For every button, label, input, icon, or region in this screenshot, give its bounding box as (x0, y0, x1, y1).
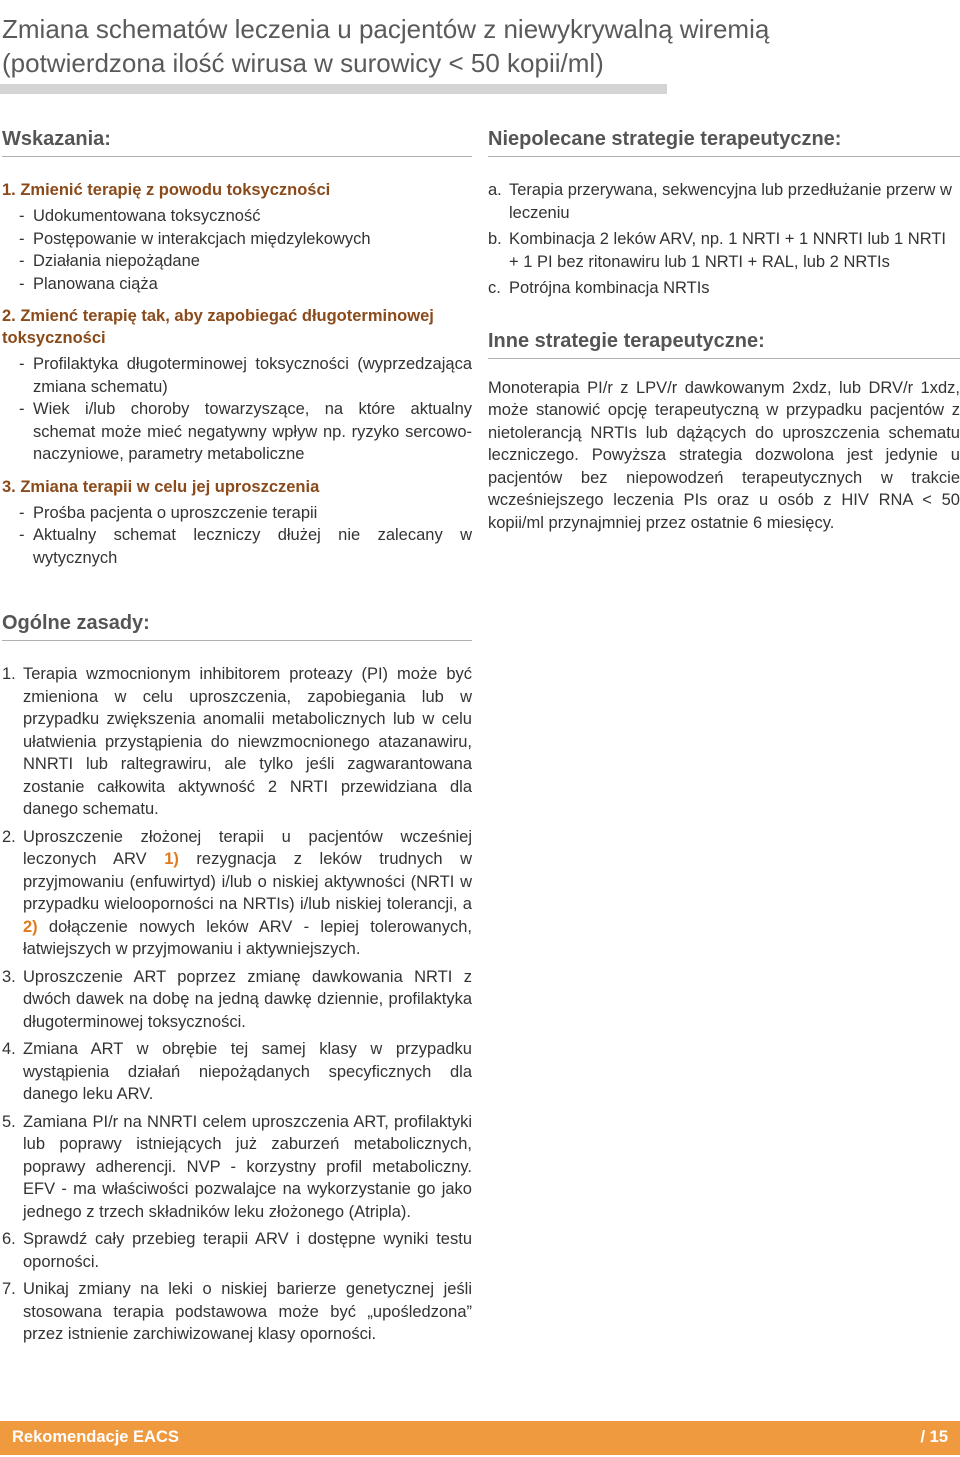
item-label: 5. (2, 1112, 16, 1131)
item-label: 2. (2, 827, 16, 846)
indication-item-1 (2, 179, 472, 295)
item-text-part-1: Uproszczenie złożonej terapii u pacjentów wcześniej leczonych ARV (23, 827, 472, 868)
list-item: - Udokumentowana toksyczność (2, 205, 472, 228)
indication-bullets-3 (2, 502, 472, 570)
indication-title-1: 1. Zmienić terapię z powodu toksyczności (2, 181, 331, 199)
list-item (2, 1228, 472, 1273)
strategies-section (488, 126, 960, 534)
indication-title-2: 2. Zmienć terapię tak, aby zapobiegać długoterminowej toksyczności (2, 307, 434, 347)
not-recommended-list (488, 179, 960, 300)
indication-item-3 (2, 476, 472, 570)
general-rules-heading: Ogólne zasady: (2, 610, 472, 641)
page-title (2, 12, 952, 80)
item-label: 6. (2, 1230, 16, 1248)
indications-heading: Wskazania: (2, 126, 472, 157)
item-text: Unikaj zmiany na leki o niskiej barierze genetycznej jeśli stosowana terapia podstawowa może być „upośledzona” przez istnienie zarchiwizowanej klasy oporności. (23, 1280, 472, 1343)
page-footer (0, 1421, 960, 1455)
other-strategies-text: Monoterapia PI/r z LPV/r dawkowanym 2xdz, lub DRV/r 1xdz, może stanowić opcję terapeutyczną w przypadku pacjentów z nietolerancją NRTIs lub dążących do uproszczenia schematu leczniczego. Powyższa strategia dozwolona jest jedynie u pacjentów bez niepowodzeń terapeutycznych w trakcie wcześniejszego leczenia PIs oraz u osób z HIV RNA < 50 kopii/ml przynajmniej przez ostatnie 6 miesięcy. (488, 378, 960, 532)
item-text-part-2: rezygnacja z leków trudnych w przyjmowaniu (enfuwirtyd) i/lub o niskiej aktywności (NRTI w przypadku wielooporności na NRTIs) i/lub niskiej tolerancji, a (23, 850, 472, 913)
list-item (2, 966, 472, 1034)
indication-bullets-1 (2, 205, 472, 295)
item-label: a. (488, 181, 502, 199)
item-text: Zmiana ART w obrębie tej samej klasy w przypadku wystąpienia działań niepożądanych specyficznych dla danego leku ARV. (23, 1040, 472, 1103)
list-item (2, 663, 472, 821)
item-text: Sprawdź cały przebieg terapii ARV i dostępne wyniki testu oporności. (23, 1230, 472, 1271)
list-item (488, 228, 960, 273)
general-rules-section (2, 610, 472, 1351)
footer-page-number: / 15 (920, 1428, 948, 1446)
item-text: Uproszczenie ART poprzez zmianę dawkowania NRTI z dwóch dawek na dobę na jedną dawkę dziennie, profilaktyka długoterminowej toksyczności. (23, 967, 472, 1031)
item-label: 4. (2, 1040, 16, 1058)
list-item (2, 1111, 472, 1224)
indication-title-3: 3. Zmiana terapii w celu jej uproszczenia (2, 477, 320, 496)
list-item (2, 826, 472, 961)
item-text: Potrójna kombinacja NRTIs (509, 279, 710, 297)
list-item (2, 1038, 472, 1106)
list-item: - Aktualny schemat leczniczy dłużej nie zalecany w wytycznych (2, 524, 472, 569)
item-marker-2: 2) (23, 917, 38, 936)
indication-item-2 (2, 305, 472, 466)
list-item (488, 277, 960, 300)
item-label: b. (488, 230, 502, 248)
list-item: - Postępowanie w interakcjach międzylekowych (2, 228, 472, 251)
item-label: c. (488, 279, 501, 297)
item-text: Terapia wzmocnionym inhibitorem proteazy (PI) może być zmieniona w celu uproszczenia, zapobiegania lub w przypadku zwiększenia anomalii metabolicznych lub w celu ułatwienia przystąpienia do niewzmocnionego atazanawiru, NNRTI lub raltegrawiru, ale tylko jeśli zagwarantowana zostanie całkowita aktywność 2 NRTI przewidziana dla danego schematu. (23, 665, 472, 818)
general-rules-list (2, 663, 472, 1346)
list-item: - Prośba pacjenta o uproszczenie terapii (2, 502, 472, 525)
list-item (488, 179, 960, 224)
not-recommended-heading: Niepolecane strategie terapeutyczne: (488, 126, 960, 157)
item-label: 1. (2, 665, 16, 683)
item-label: 7. (2, 1280, 16, 1298)
title-line-1: Zmiana schematów leczenia u pacjentów z niewykrywalną wiremią (2, 14, 770, 44)
item-text: Zamiana PI/r na NNRTI celem uproszczenia ART, profilaktyki lub poprawy istniejących już zaburzeń metabolicznych, poprawy adherencji. NVP - korzystny profil metaboliczny. EFV - ma właściwości pozwalajce na wykorzystanie go jako jednego z trzech składników leku złożonego (Atripla). (23, 1112, 472, 1221)
item-text-part-3: dołączenie nowych leków ARV - lepiej tolerowanych, łatwiejszych w przyjmowaniu i aktywniejszych. (23, 917, 472, 958)
item-text: Kombinacja 2 leków ARV, np. 1 NRTI + 1 NNRTI lub 1 NRTI + 1 PI bez ritonawiru lub 1 NRTI + RAL, lub 2 NRTIs (509, 230, 947, 271)
list-item: - Wiek i/lub choroby towarzyszące, na które aktualny schemat może mieć negatywny wpływ np. ryzyko sercowo-naczyniowe, parametry metaboliczne (2, 398, 472, 466)
list-item: - Działania niepożądane (2, 250, 472, 273)
title-underline-bar (0, 84, 667, 94)
list-item: - Planowana ciąża (2, 273, 472, 296)
item-marker-1: 1) (164, 850, 179, 868)
indications-section (2, 126, 472, 569)
item-label: 3. (2, 967, 16, 986)
indication-bullets-2 (2, 353, 472, 466)
title-line-2: (potwierdzona ilość wirusa w surowicy < 50 kopii/ml) (2, 48, 604, 78)
item-text: Terapia przerywana, sekwencyjna lub przedłużanie przerw w leczeniu (509, 181, 952, 222)
list-item (2, 1278, 472, 1346)
list-item: - Profilaktyka długoterminowej toksyczności (wyprzedzająca zmiana schematu) (2, 353, 472, 398)
footer-publication-title: Rekomendacje EACS (12, 1428, 179, 1446)
other-strategies-heading: Inne strategie terapeutyczne: (488, 328, 960, 359)
